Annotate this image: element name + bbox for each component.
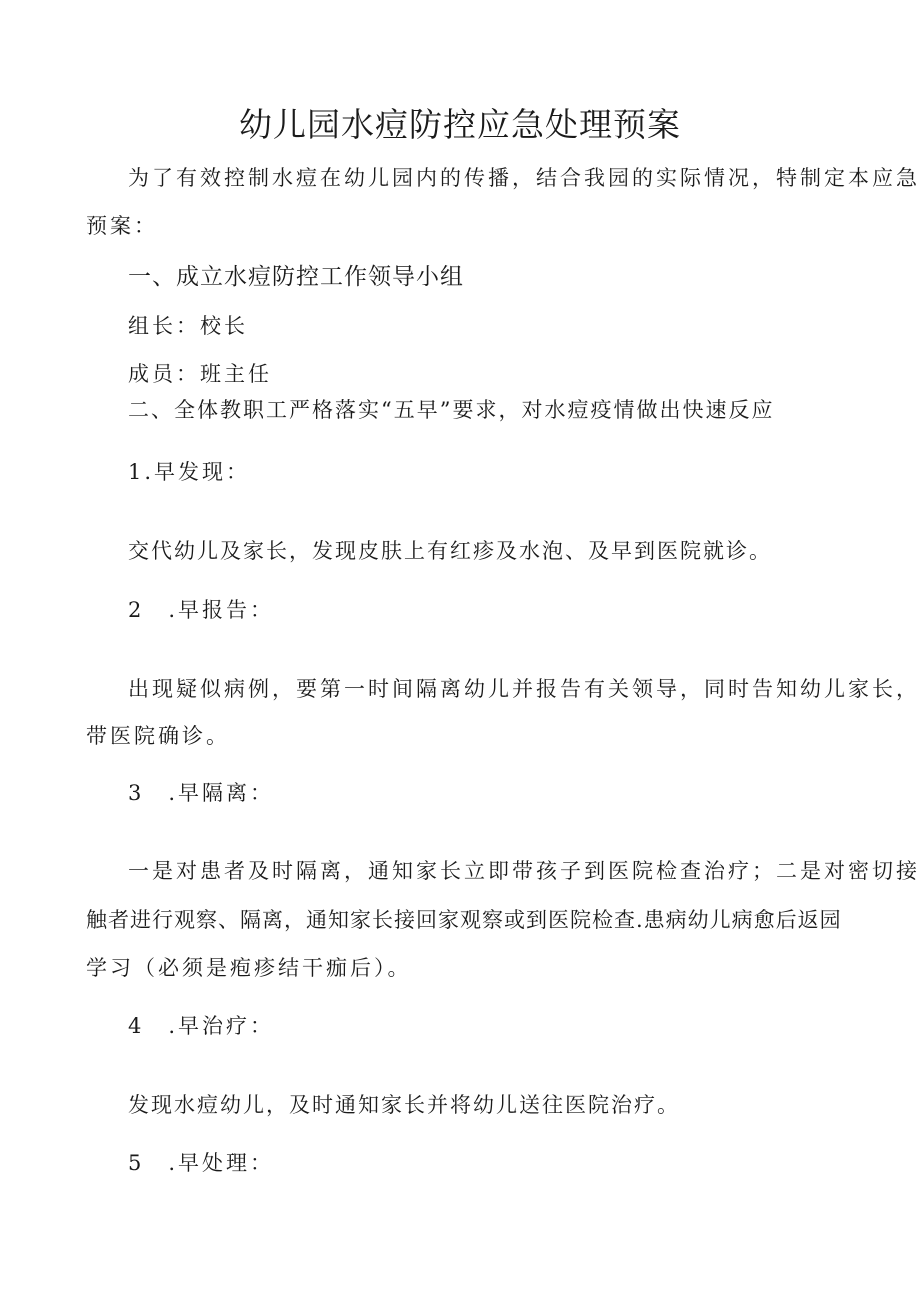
item-3-heading: 3 .早隔离： — [128, 781, 275, 805]
item-4-heading: 4 .早治疗： — [128, 1014, 275, 1038]
item-3-text-line-2: 触者进行观察、隔离，通知家长接回家观察或到医院检查.患病幼儿病愈后返园 — [86, 908, 842, 932]
members-line: 成员：班主任 — [128, 362, 272, 386]
item-3-text-line-1: 一是对患者及时隔离，通知家长立即带孩子到医院检查治疗；二是对密切接 — [128, 859, 920, 883]
item-3-text-line-3: 学习（必须是疱疹结干痂后）。 — [86, 956, 412, 980]
intro-paragraph-line-2: 预案： — [86, 214, 158, 238]
item-1-heading: 1.早发现： — [128, 460, 251, 484]
item-1-text: 交代幼儿及家长，发现皮肤上有红疹及水泡、及早到医院就诊。 — [128, 539, 772, 563]
section-1-heading: 一、成立水痘防控工作领导小组 — [128, 264, 464, 290]
item-5-heading: 5 .早处理： — [128, 1151, 275, 1175]
section-2-heading: 二、全体教职工严格落实“五早”要求，对水痘疫情做出快速反应 — [128, 398, 775, 422]
item-4-text: 发现水痘幼儿，及时通知家长并将幼儿送往医院治疗。 — [128, 1093, 680, 1117]
document-title: 幼儿园水痘防控应急处理预案 — [239, 105, 681, 144]
item-2-heading: 2 .早报告： — [128, 598, 275, 622]
intro-paragraph-line-1: 为了有效控制水痘在幼儿园内的传播，结合我园的实际情况，特制定本应急 — [128, 166, 920, 190]
item-2-text-line-2: 带医院确诊。 — [86, 724, 230, 748]
item-2-text-line-1: 出现疑似病例，要第一时间隔离幼儿并报告有关领导，同时告知幼儿家长， — [128, 677, 920, 701]
leader-line: 组长：校长 — [128, 314, 248, 338]
